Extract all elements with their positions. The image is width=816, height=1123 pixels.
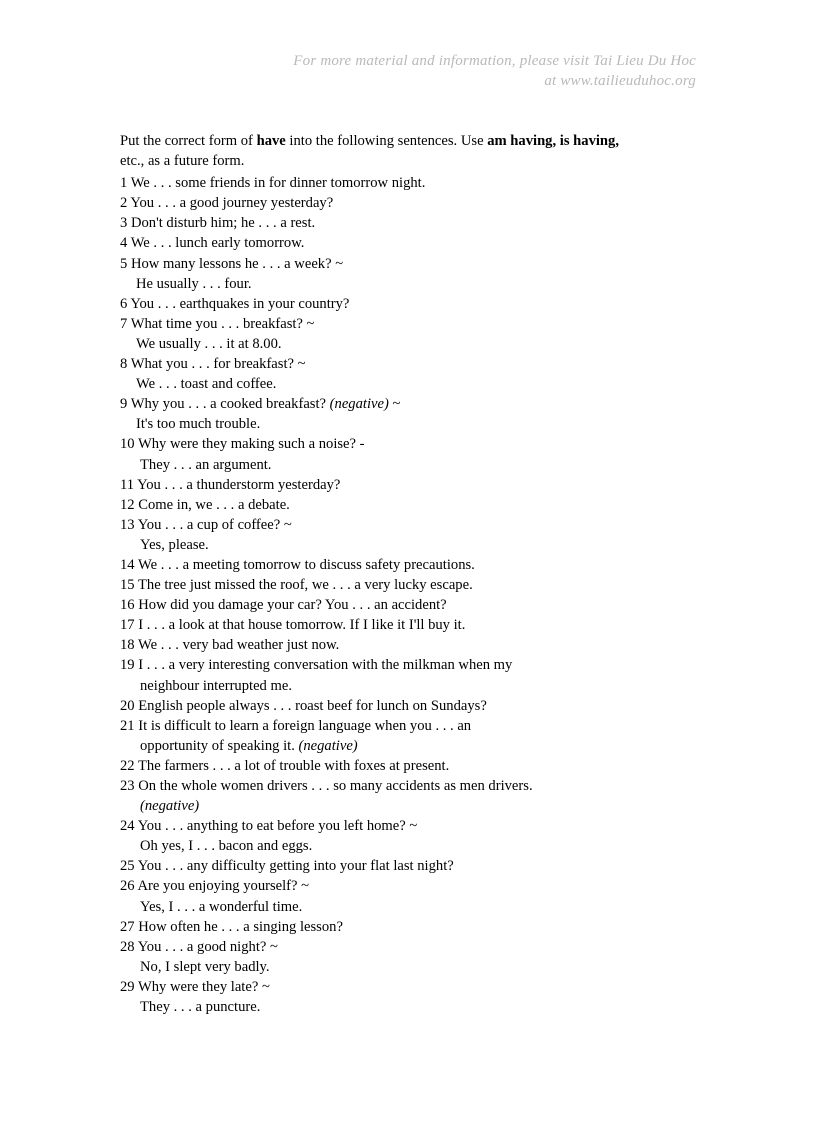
exercise-line (120, 193, 720, 213)
exercise-text: Why you . . . a cooked breakfast? (130, 396, 327, 413)
exercise-continuation (120, 676, 720, 696)
exercise-item (120, 756, 720, 776)
exercise-number: 13 (120, 516, 135, 533)
exercise-text: Why were they making such a noise? - (137, 436, 365, 453)
page-header (293, 51, 696, 91)
exercise-text: The tree just missed the roof, we . . . a very lucky escape. (137, 577, 473, 594)
exercise-number: 5 (120, 255, 128, 272)
exercise-text: English people always . . . roast beef for lunch on Sundays? (138, 697, 487, 714)
exercise-number: 2 (120, 195, 128, 212)
exercise-text: How often he . . . a singing lesson? (138, 918, 343, 935)
exercise-line (120, 233, 720, 253)
exercise-item (120, 776, 720, 816)
exercise-line (120, 394, 720, 414)
exercise-note: (negative) (329, 396, 389, 413)
exercise-text: You . . . a good night? ~ (137, 938, 278, 955)
exercise-line (120, 173, 720, 193)
exercise-text: How many lessons he . . . a week? ~ (130, 255, 344, 272)
exercise-number: 21 (120, 717, 135, 734)
continuation-text: opportunity of speaking it. (140, 737, 295, 754)
exercise-text: We . . . very bad weather just now. (137, 637, 340, 654)
exercise-continuation (120, 455, 720, 475)
exercise-number: 12 (120, 496, 135, 513)
exercise-item (120, 394, 720, 434)
exercise-line (120, 254, 720, 274)
exercise-number: 8 (120, 356, 128, 373)
exercise-number: 26 (120, 878, 135, 895)
exercise-item (120, 314, 720, 354)
exercise-line (120, 314, 720, 334)
exercise-text: We . . . lunch early tomorrow. (130, 235, 305, 252)
exercise-item (120, 354, 720, 394)
exercise-line (120, 856, 720, 876)
exercise-line (120, 575, 720, 595)
continuation-text: They . . . an argument. (140, 456, 272, 473)
exercise-line (120, 434, 720, 454)
exercise-item (120, 655, 720, 695)
exercise-number: 20 (120, 697, 135, 714)
exercise-number: 27 (120, 918, 135, 935)
exercise-text: Don't disturb him; he . . . a rest. (130, 215, 316, 232)
exercise-continuation (120, 736, 720, 756)
exercise-number: 17 (120, 617, 135, 634)
exercise-continuation (120, 836, 720, 856)
exercise-line (120, 294, 720, 314)
exercise-text: What time you . . . breakfast? ~ (130, 315, 315, 332)
exercise-continuation (120, 274, 720, 294)
exercise-number: 1 (120, 175, 128, 192)
exercise-line (120, 354, 720, 374)
exercise-line (120, 977, 720, 997)
header-line-2: at www.tailieuduhoc.org (544, 73, 696, 89)
instructions-text: Put the correct form of (120, 133, 257, 149)
exercise-number: 11 (120, 476, 135, 493)
continuation-text: Yes, I . . . a wonderful time. (140, 898, 303, 915)
exercise-line (120, 655, 720, 675)
exercise-number: 24 (120, 818, 135, 835)
exercise-item (120, 876, 720, 916)
exercise-text: We . . . a meeting tomorrow to discuss safety precautions. (137, 556, 475, 573)
exercise-item (120, 173, 720, 193)
continuation-text: He usually . . . four. (136, 275, 252, 292)
exercise-line (120, 495, 720, 515)
exercise-continuation (120, 957, 720, 977)
exercise-line (120, 816, 720, 836)
exercise-text: I . . . a look at that house tomorrow. If I like it I'll buy it. (138, 617, 466, 634)
instructions-text: into the following sentences. Use (285, 133, 488, 149)
exercise-number: 4 (120, 235, 128, 252)
exercise-line (120, 937, 720, 957)
exercise-number: 7 (120, 315, 128, 332)
instructions (120, 131, 720, 171)
exercise-item (120, 434, 720, 474)
exercise-text: You . . . a good journey yesterday? (130, 195, 334, 212)
exercise-item (120, 193, 720, 213)
exercise-body (120, 131, 720, 1017)
continuation-text: neighbour interrupted me. (140, 677, 292, 694)
exercise-number: 19 (120, 657, 135, 674)
exercise-number: 23 (120, 778, 135, 794)
exercise-line (120, 213, 720, 233)
exercise-number: 9 (120, 396, 128, 413)
instructions-text: etc., as a future form. (120, 153, 245, 170)
exercise-text-tail: ~ (388, 396, 401, 413)
exercise-item (120, 917, 720, 937)
exercise-item (120, 233, 720, 253)
exercise-number: 16 (120, 597, 135, 614)
exercise-number: 3 (120, 215, 128, 232)
exercise-text: What you . . . for breakfast? ~ (130, 356, 306, 373)
exercise-line (120, 515, 720, 535)
exercise-line (120, 475, 720, 495)
exercise-number: 15 (120, 577, 135, 594)
exercise-list (120, 173, 720, 1017)
exercise-item (120, 816, 720, 856)
exercise-continuation (120, 374, 720, 394)
exercise-note: (negative) (298, 737, 358, 754)
exercise-item (120, 615, 720, 635)
exercise-item (120, 254, 720, 294)
exercise-line (120, 595, 720, 615)
header-line-1: For more material and information, please visit Tai Lieu Du Hoc (293, 53, 696, 69)
exercise-continuation (120, 997, 720, 1017)
exercise-item (120, 635, 720, 655)
continuation-text: It's too much trouble. (136, 416, 261, 433)
exercise-item (120, 716, 720, 756)
exercise-item (120, 595, 720, 615)
exercise-text: The farmers . . . a lot of trouble with foxes at present. (137, 757, 450, 774)
exercise-item (120, 937, 720, 977)
exercise-item (120, 575, 720, 595)
continuation-text: Yes, please. (140, 536, 209, 553)
exercise-number: 18 (120, 637, 135, 654)
exercise-continuation (120, 796, 720, 816)
exercise-item (120, 696, 720, 716)
exercise-number: 29 (120, 978, 135, 995)
exercise-continuation (120, 897, 720, 917)
instructions-keyword-have: have (256, 133, 286, 149)
exercise-text: Are you enjoying yourself? ~ (137, 878, 310, 895)
exercise-text: On the whole women drivers . . . so many accidents as men drivers. (138, 778, 533, 794)
exercise-item (120, 475, 720, 495)
exercise-item (120, 977, 720, 1017)
exercise-text: You . . . any difficulty getting into your flat last night? (137, 858, 454, 875)
exercise-text: You . . . anything to eat before you left home? ~ (137, 818, 418, 835)
exercise-text: You . . . earthquakes in your country? (130, 295, 350, 312)
exercise-line (120, 555, 720, 575)
exercise-text: You . . . a thunderstorm yesterday? (137, 476, 341, 493)
exercise-number: 28 (120, 938, 135, 955)
exercise-item (120, 515, 720, 555)
exercise-item (120, 856, 720, 876)
continuation-text: They . . . a puncture. (140, 999, 261, 1016)
exercise-note: (negative) (140, 798, 200, 815)
exercise-item (120, 495, 720, 515)
exercise-item (120, 555, 720, 575)
exercise-line (120, 756, 720, 776)
exercise-continuation (120, 334, 720, 354)
exercise-text: Why were they late? ~ (137, 978, 270, 995)
exercise-number: 14 (120, 556, 135, 573)
exercise-line (120, 615, 720, 635)
continuation-text: We . . . toast and coffee. (136, 376, 277, 393)
continuation-text: No, I slept very badly. (140, 958, 270, 975)
continuation-text: Oh yes, I . . . bacon and eggs. (140, 838, 313, 855)
exercise-text: It is difficult to learn a foreign language when you . . . an (138, 717, 472, 734)
exercise-text: We . . . some friends in for dinner tomorrow night. (130, 175, 426, 192)
exercise-text: How did you damage your car? You . . . an accident? (138, 597, 447, 614)
instructions-keyword-forms: am having, is having, (487, 133, 619, 149)
exercise-line (120, 876, 720, 896)
continuation-text: We usually . . . it at 8.00. (136, 335, 282, 352)
exercise-item (120, 213, 720, 233)
exercise-line (120, 776, 720, 796)
exercise-number: 22 (120, 757, 135, 774)
exercise-number: 25 (120, 858, 135, 875)
exercise-number: 10 (120, 436, 135, 453)
exercise-continuation (120, 535, 720, 555)
exercise-continuation (120, 414, 720, 434)
exercise-line (120, 696, 720, 716)
exercise-item (120, 294, 720, 314)
exercise-line (120, 716, 720, 736)
exercise-line (120, 917, 720, 937)
exercise-text: Come in, we . . . a debate. (138, 496, 290, 513)
exercise-text: I . . . a very interesting conversation with the milkman when my (138, 657, 513, 674)
exercise-text: You . . . a cup of coffee? ~ (137, 516, 292, 533)
exercise-line (120, 635, 720, 655)
exercise-number: 6 (120, 295, 128, 312)
